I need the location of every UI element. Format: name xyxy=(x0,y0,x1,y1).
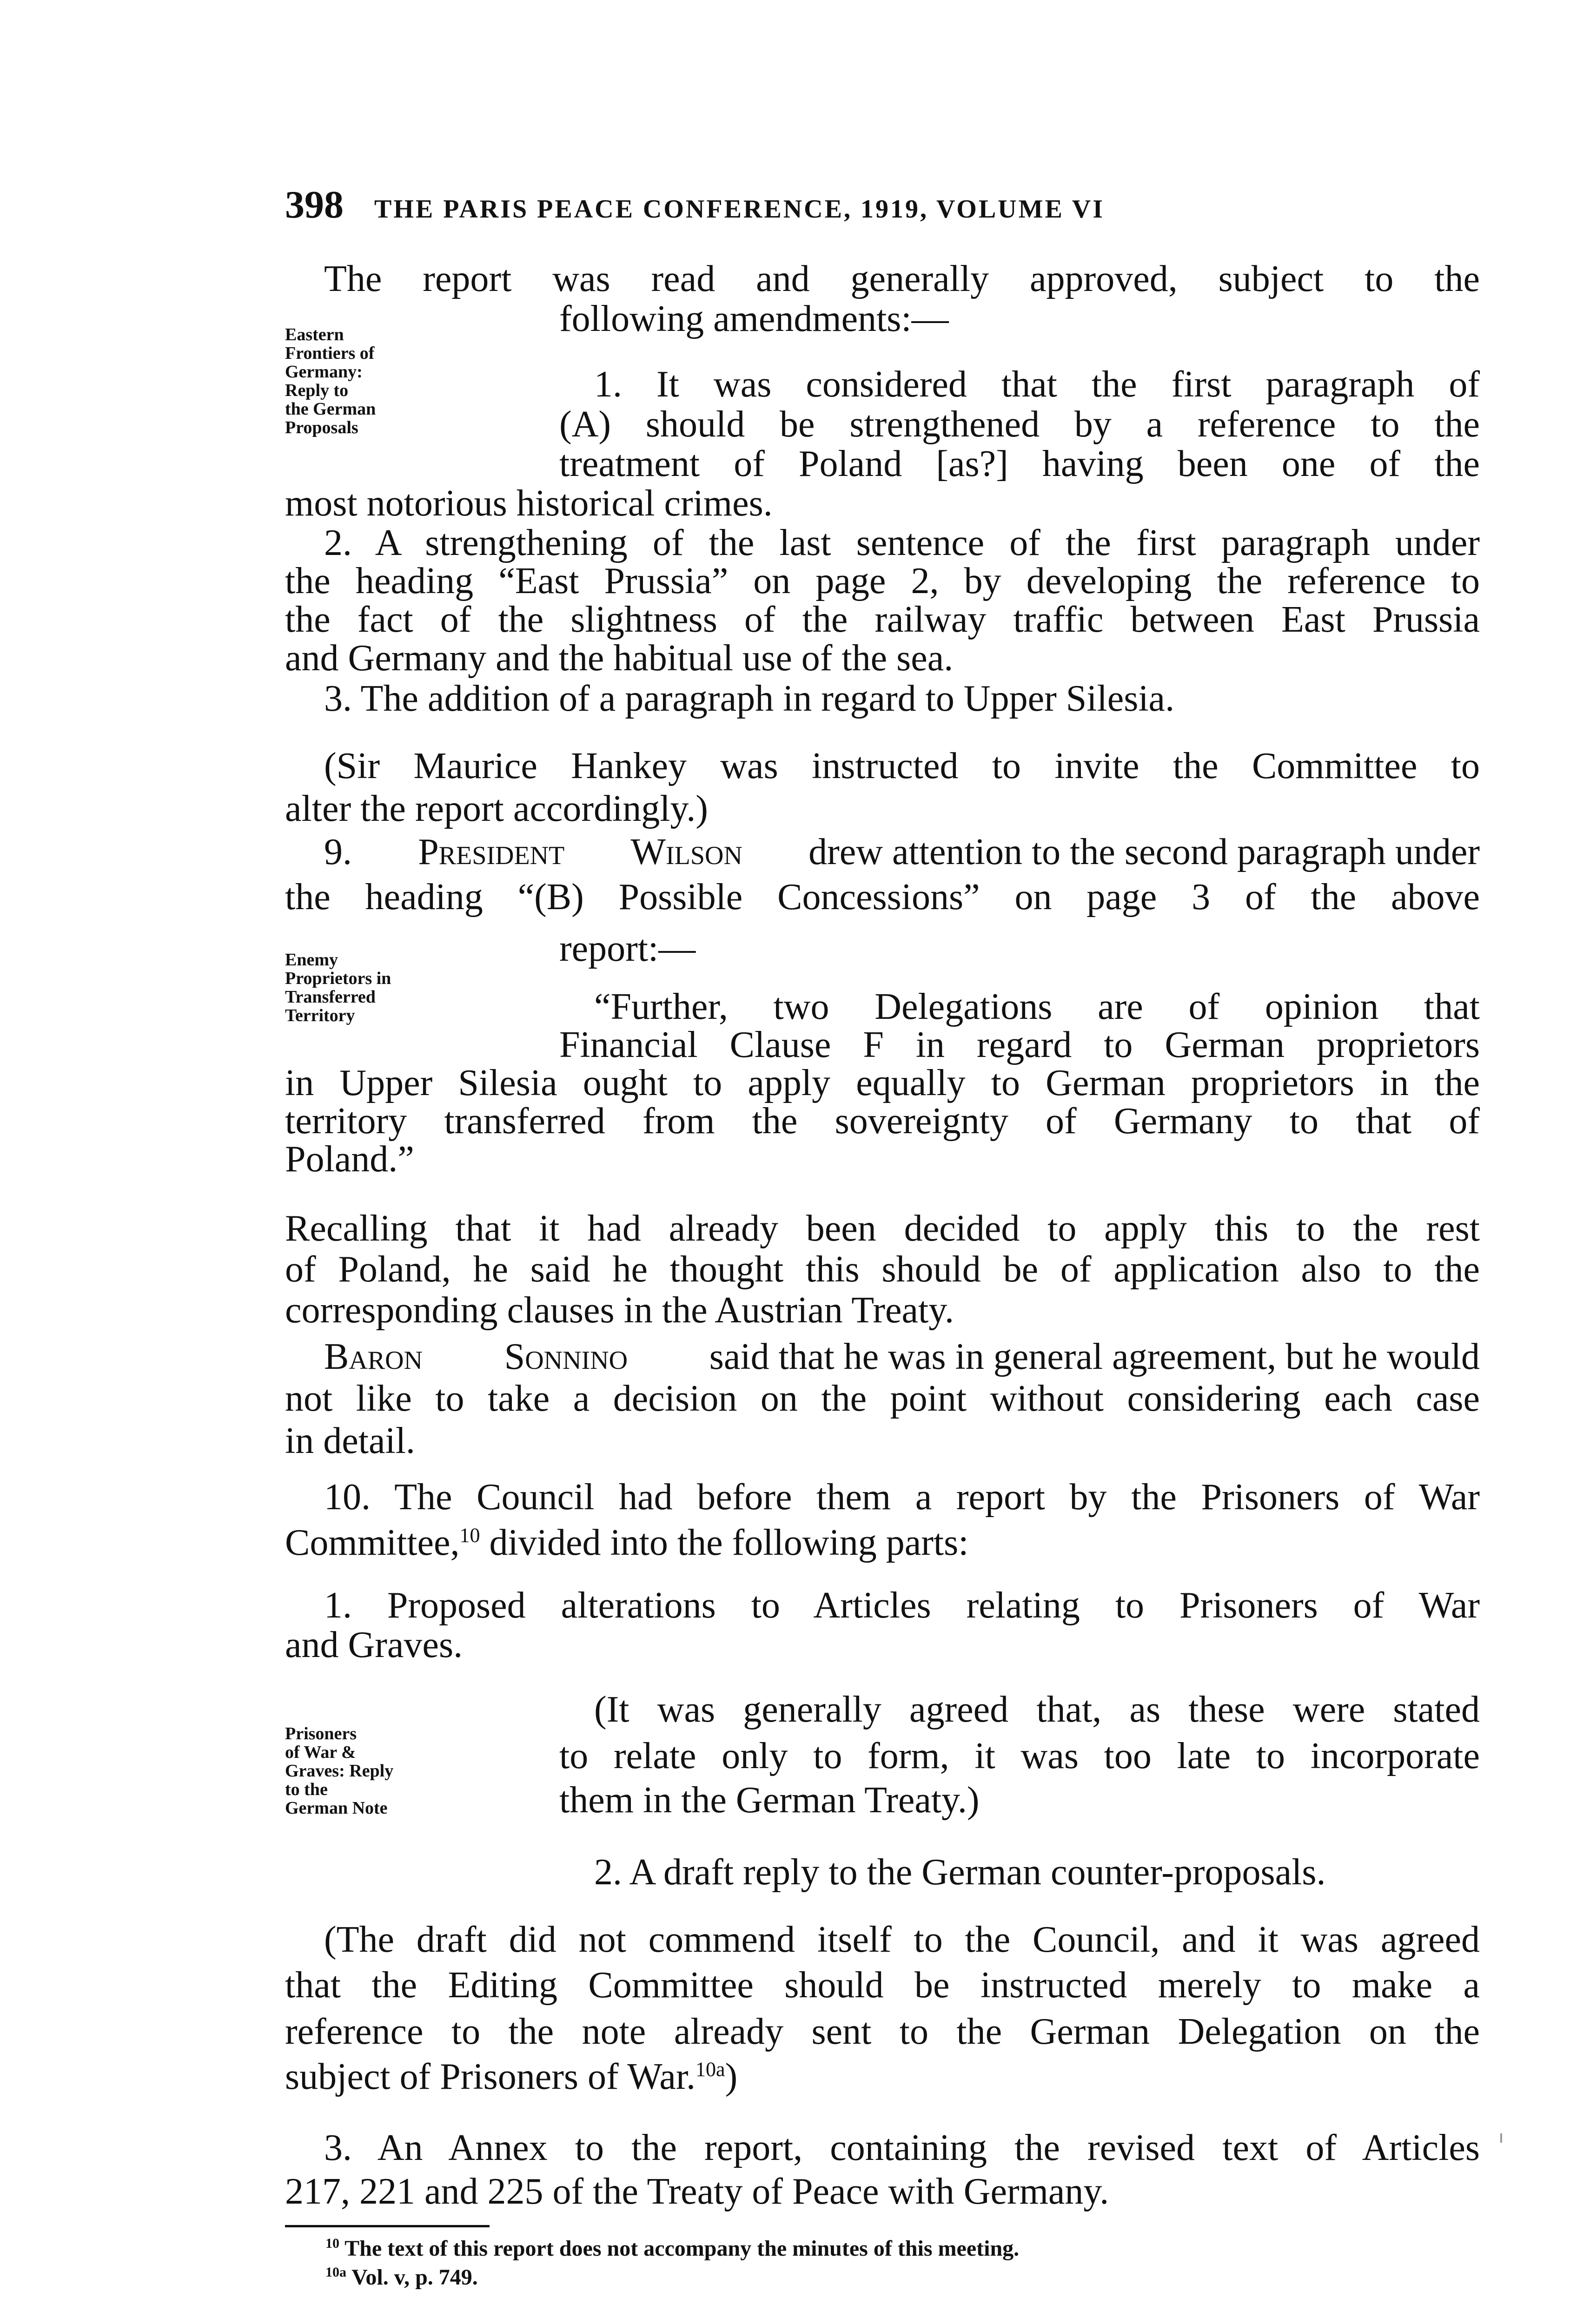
page-header xyxy=(285,182,1494,227)
text-line: alter the report accordingly.) xyxy=(285,788,708,829)
text-line: following amendments:— xyxy=(559,298,949,339)
text-line: them in the German Treaty.) xyxy=(559,1780,980,1821)
text-line: that the Editing Committee should be instructed merely to make a xyxy=(285,1965,1480,2005)
text-line: 3. The addition of a paragraph in regard to Upper Silesia. xyxy=(324,678,1175,719)
text-line: “Further, two Delegations are of opinion that xyxy=(594,987,1480,1027)
speaker-name: Sonnino xyxy=(504,1336,628,1377)
speaker-name: President xyxy=(418,832,565,872)
text-line: corresponding clauses in the Austrian Treaty. xyxy=(285,1290,954,1331)
text-line: territory transferred from the sovereignty of Germany to that of xyxy=(285,1101,1480,1141)
text-line: the heading “(B) Possible Concessions” on page 3 of the above xyxy=(285,877,1480,917)
text-line: 10. The Council had before them a report by the Prisoners of War xyxy=(324,1477,1480,1517)
running-title: THE PARIS PEACE CONFERENCE, 1919, VOLUME VI xyxy=(374,195,1105,224)
margin-note-line: Transferred xyxy=(285,987,376,1007)
text-line: 1. Proposed alterations to Articles relating to Prisoners of War xyxy=(324,1585,1480,1625)
footnote xyxy=(325,2265,478,2291)
text-line: in Upper Silesia ought to apply equally to German proprietors in the xyxy=(285,1063,1480,1103)
footnote-reference: 10a xyxy=(696,2058,725,2081)
footnote-mark: 10 xyxy=(325,2236,339,2251)
text-line: (Sir Maurice Hankey was instructed to invite the Committee to xyxy=(324,746,1480,786)
text-line: Financial Clause F in regard to German proprietors xyxy=(559,1025,1480,1065)
margin-note-line: Graves: Reply xyxy=(285,1761,394,1781)
text-fragment: drew attention to the second paragraph under xyxy=(808,832,1480,872)
text-line: and Graves. xyxy=(285,1624,463,1665)
margin-note-eastern-frontiers xyxy=(285,325,480,437)
margin-note-line: Eastern xyxy=(285,325,344,344)
speaker-name: Wilson xyxy=(630,832,742,872)
text-line: the heading “East Prussia” on page 2, by developing the reference to xyxy=(285,561,1480,601)
text-line: (A) should be strengthened by a reference to the xyxy=(559,404,1480,444)
text-line: Recalling that it had already been decided to apply this to the rest xyxy=(285,1208,1480,1248)
text-line: not like to take a decision on the point without considering each case xyxy=(285,1379,1480,1419)
margin-note-line: Territory xyxy=(285,1006,355,1025)
text-line: to relate only to form, it was too late to incorporate xyxy=(559,1736,1480,1776)
margin-note-line: the German xyxy=(285,399,376,419)
text-line: in detail. xyxy=(285,1420,415,1461)
text-line: 2. A strengthening of the last sentence of the first paragraph under xyxy=(324,523,1480,563)
footnote-reference: 10 xyxy=(459,1524,480,1547)
text-line: treatment of Poland [as?] having been one of the xyxy=(559,444,1480,484)
footnote-text: Vol. v, p. 749. xyxy=(351,2265,478,2290)
margin-note-line: to the xyxy=(285,1780,328,1799)
text-line: Committee,$^{10}$ divided into the following parts: xyxy=(285,1522,969,1563)
margin-note-line: German Note xyxy=(285,1798,388,1818)
margin-note-line: Proposals xyxy=(285,418,358,437)
text-line xyxy=(324,1337,1480,1377)
margin-note-prisoners-of-war xyxy=(285,1724,480,1817)
paragraph-number: 9. xyxy=(324,832,352,872)
text-line: subject of Prisoners of War.$^{10a}$) xyxy=(285,2056,738,2097)
text-line xyxy=(324,832,1480,872)
text-fragment: said that he was in general agreement, but he would xyxy=(709,1336,1480,1377)
text-line: The report was read and generally approved, subject to the xyxy=(324,259,1480,299)
speaker-name: Baron xyxy=(324,1336,423,1377)
margin-note-line: Proprietors in xyxy=(285,969,391,988)
text-line: 217, 221 and 225 of the Treaty of Peace with Germany. xyxy=(285,2171,1109,2212)
text-line: 2. A draft reply to the German counter-proposals. xyxy=(594,1852,1326,1893)
page-number: 398 xyxy=(285,183,344,226)
text-line: Poland.” xyxy=(285,1139,414,1180)
scan-speck xyxy=(1500,2133,1502,2143)
margin-note-line: Prisoners xyxy=(285,1724,357,1743)
footnote-rule xyxy=(285,2225,490,2227)
footnote xyxy=(325,2236,1019,2262)
text-line: the fact of the slightness of the railway traffic between East Prussia xyxy=(285,600,1480,640)
text-line: report:— xyxy=(559,928,696,969)
margin-note-line: of War & xyxy=(285,1743,356,1762)
text-line: and Germany and the habitual use of the sea. xyxy=(285,638,954,679)
text-line: (It was generally agreed that, as these were stated xyxy=(594,1690,1480,1730)
text-line: reference to the note already sent to the German Delegation on the xyxy=(285,2012,1480,2052)
text-line: 1. It was considered that the first paragraph of xyxy=(594,364,1480,404)
text-line: (The draft did not commend itself to the Council, and it was agreed xyxy=(324,1920,1480,1960)
margin-note-line: Germany: xyxy=(285,362,363,382)
text-line: 3. An Annex to the report, containing the revised text of Articles xyxy=(324,2128,1480,2168)
margin-note-line: Enemy xyxy=(285,950,338,970)
footnote-text: The text of this report does not accompany the minutes of this meeting. xyxy=(344,2236,1020,2261)
text-line: of Poland, he said he thought this should be of application also to the xyxy=(285,1249,1480,1289)
margin-note-line: Reply to xyxy=(285,381,349,400)
margin-note-enemy-proprietors xyxy=(285,951,480,1025)
footnote-mark: 10a xyxy=(325,2265,346,2280)
text-line: most notorious historical crimes. xyxy=(285,483,773,524)
margin-note-line: Frontiers of xyxy=(285,343,375,363)
